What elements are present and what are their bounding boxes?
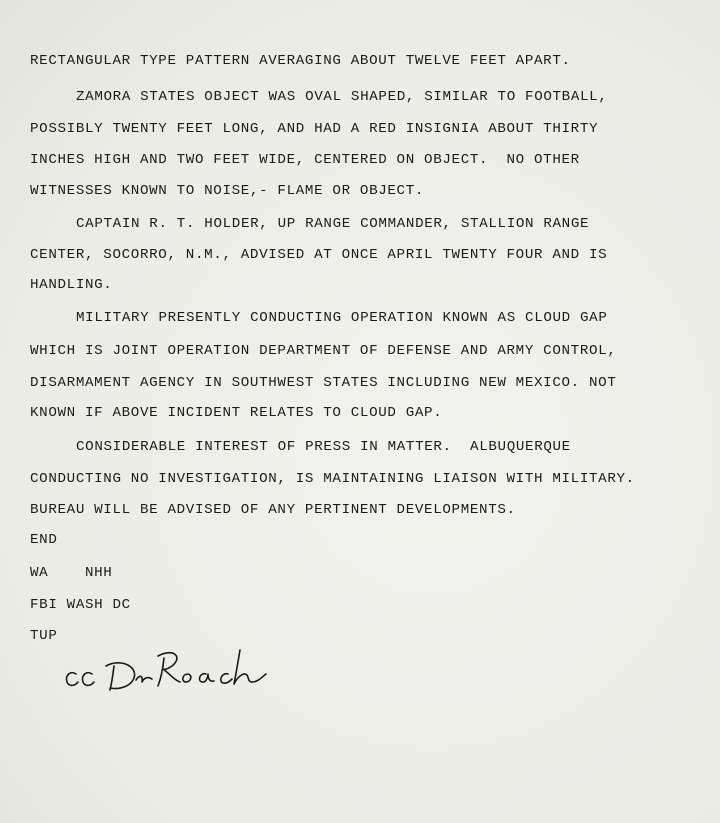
text-line: RECTANGULAR TYPE PATTERN AVERAGING ABOUT TWELVE FEET APART. xyxy=(30,53,571,69)
handwritten-signature xyxy=(62,644,272,700)
text-line: CONDUCTING NO INVESTIGATION, IS MAINTAINING LIAISON WITH MILITARY. xyxy=(30,471,635,487)
text-line: WHICH IS JOINT OPERATION DEPARTMENT OF DEFENSE AND ARMY CONTROL, xyxy=(30,343,617,359)
text-line: CONSIDERABLE INTEREST OF PRESS IN MATTER. ALBUQUERQUE xyxy=(76,439,571,455)
text-line: INCHES HIGH AND TWO FEET WIDE, CENTERED ON OBJECT. NO OTHER xyxy=(30,152,580,168)
text-line: CAPTAIN R. T. HOLDER, UP RANGE COMMANDER, STALLION RANGE xyxy=(76,216,590,232)
text-line: KNOWN IF ABOVE INCIDENT RELATES TO CLOUD GAP. xyxy=(30,405,443,421)
text-line: FBI WASH DC xyxy=(30,597,131,613)
text-line: POSSIBLY TWENTY FEET LONG, AND HAD A RED INSIGNIA ABOUT THIRTY xyxy=(30,121,599,137)
text-line: HANDLING. xyxy=(30,277,113,293)
text-line: WITNESSES KNOWN TO NOISE,- FLAME OR OBJECT. xyxy=(30,183,425,199)
text-line: MILITARY PRESENTLY CONDUCTING OPERATION KNOWN AS CLOUD GAP xyxy=(76,310,608,326)
text-line: TUP xyxy=(30,628,58,644)
text-line: END xyxy=(30,532,58,548)
text-line: BUREAU WILL BE ADVISED OF ANY PERTINENT DEVELOPMENTS. xyxy=(30,502,516,518)
text-line: WA NHH xyxy=(30,565,113,581)
text-line: CENTER, SOCORRO, N.M., ADVISED AT ONCE APRIL TWENTY FOUR AND IS xyxy=(30,247,608,263)
text-line: ZAMORA STATES OBJECT WAS OVAL SHAPED, SIMILAR TO FOOTBALL, xyxy=(76,89,608,105)
text-line: DISARMAMENT AGENCY IN SOUTHWEST STATES INCLUDING NEW MEXICO. NOT xyxy=(30,375,617,391)
